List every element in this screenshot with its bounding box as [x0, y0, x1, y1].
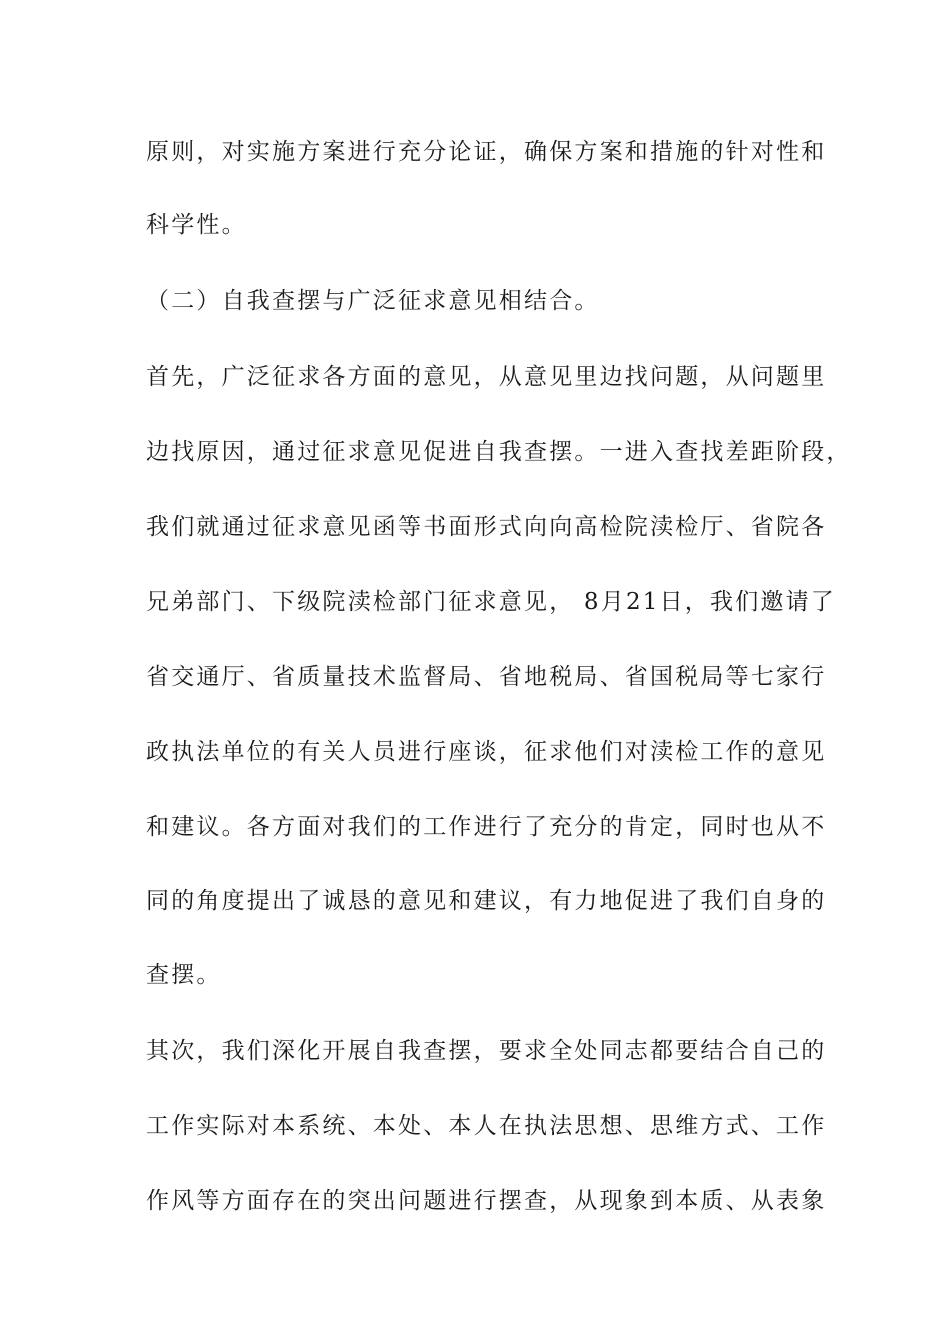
text-line: 兄弟部门、下级院渎检部门征求意见， 8月21日，我们邀请了 [146, 589, 837, 615]
text-line: 原则，对实施方案进行充分论证，确保方案和措施的针对性和 [146, 139, 827, 165]
text-line: 其次，我们深化开展自我查摆，要求全处同志都要结合自己的 [146, 1038, 827, 1064]
text-line: 工作实际对本系统、本处、本人在执法思想、思维方式、工作 [146, 1113, 827, 1139]
text-line: 作风等方面存在的突出问题进行摆查，从现象到本质、从表象 [146, 1188, 827, 1214]
text-line: 科学性。 [146, 212, 247, 238]
text-line: 查摆。 [146, 962, 222, 988]
text-line: 同的角度提出了诚恳的意见和建议，有力地促进了我们自身的 [146, 888, 827, 914]
text-line: 省交通厅、省质量技术监督局、省地税局、省国税局等七家行 [146, 664, 827, 690]
text-line: 首先，广泛征求各方面的意见，从意见里边找问题，从问题里 [146, 364, 827, 390]
text-line: 我们就通过征求意见函等书面形式向向高检院渎检厅、省院各 [146, 514, 827, 540]
text-line: 和建议。各方面对我们的工作进行了充分的肯定，同时也从不 [146, 814, 827, 840]
text-line: 边找原因，通过征求意见促进自我查摆。一进入查找差距阶段， [146, 439, 852, 465]
text-line: 政执法单位的有关人员进行座谈，征求他们对渎检工作的意见 [146, 739, 827, 765]
section-heading: （二）自我查摆与广泛征求意见相结合。 [146, 288, 600, 314]
